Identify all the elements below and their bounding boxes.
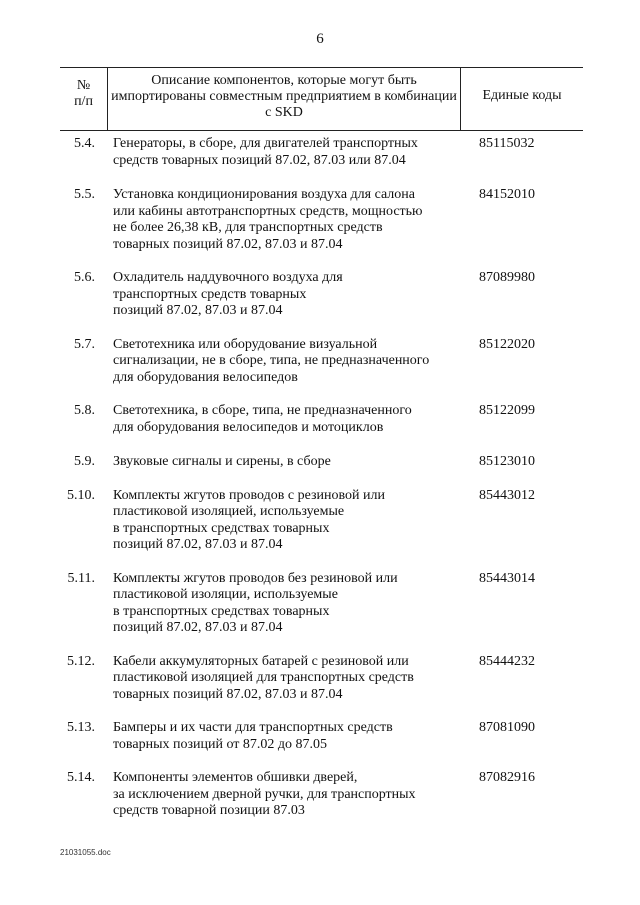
row-description: Установка кондиционирования воздуха для салона или кабины автотранспортных средств, мощностью не более 26,38 кВ, для транспортных средств товарных позиций 87.02, 87.03 и 87.04 (113, 187, 423, 252)
table-row (60, 403, 583, 436)
header-description-label: Описание компонентов, которые могут быть импортированы совместным предприятием в комбинации с SKD (111, 73, 457, 120)
page-number: 6 (316, 31, 324, 47)
row-code: 87082916 (479, 770, 535, 785)
row-code: 85123010 (479, 454, 535, 469)
table-row (60, 454, 583, 471)
row-number: 5.5. (74, 187, 95, 202)
row-code: 87089980 (479, 270, 535, 285)
row-number: 5.12. (67, 653, 95, 669)
row-code: 85443014 (479, 570, 535, 586)
document-filename: 21031055.doc (60, 848, 111, 857)
row-description: Генераторы, в сборе, для двигателей транспортных средств товарных позиций 87.02, 87.03 или 87.04 (113, 136, 418, 168)
row-code: 84152010 (479, 187, 535, 202)
table-row (60, 337, 583, 387)
row-description: Кабели аккумуляторных батарей с резиновой или пластиковой изоляцией для транспортных средств товарных позиций 87.02, 87.03 и 87.04 (113, 653, 414, 702)
row-description: Звуковые сигналы и сирены, в сборе (113, 454, 331, 469)
row-number: 5.4. (74, 136, 95, 151)
row-code: 85122099 (479, 403, 535, 418)
table-row (60, 571, 583, 637)
row-number: 5.9. (74, 454, 95, 469)
row-description: Бамперы и их части для транспортных средств товарных позиций от 87.02 до 87.05 (113, 720, 393, 752)
table-header (60, 67, 583, 131)
table-row (60, 654, 583, 704)
row-description: Комплекты жгутов проводов без резиновой или пластиковой изоляции, используемые в транспортных средствах товарных позиций 87.02, 87.03 и 87.04 (113, 570, 398, 635)
row-number: 5.10. (67, 487, 95, 503)
row-number: 5.7. (74, 336, 95, 352)
row-number: 5.11. (67, 570, 95, 586)
row-number: 5.14. (67, 770, 95, 785)
row-code: 85443012 (479, 487, 535, 503)
row-number: 5.13. (67, 720, 95, 735)
header-number-label: № п/п (74, 78, 93, 109)
row-code: 85122020 (479, 336, 535, 352)
table-row (60, 187, 583, 253)
table-row (60, 770, 583, 820)
row-number: 5.6. (74, 270, 95, 285)
table-row (60, 720, 583, 753)
row-number: 5.8. (74, 403, 95, 418)
row-description: Светотехника, в сборе, типа, не предназначенного для оборудования велосипедов и мотоциклов (113, 403, 412, 435)
row-code: 85115032 (479, 136, 535, 151)
row-description: Компоненты элементов обшивки дверей, за исключением дверной ручки, для транспортных средств товарной позиции 87.03 (113, 770, 416, 818)
table-row (60, 488, 583, 554)
row-code: 87081090 (479, 720, 535, 735)
table-row (60, 270, 583, 320)
row-description: Охладитель наддувочного воздуха для транспортных средств товарных позиций 87.02, 87.03 и 87.04 (113, 270, 343, 318)
row-description: Светотехника или оборудование визуальной сигнализации, не в сборе, типа, не предназначенного для оборудования велосипедов (113, 336, 430, 385)
table-body (60, 136, 583, 820)
row-description: Комплекты жгутов проводов с резиновой или пластиковой изоляцией, используемые в транспортных средствах товарных позиций 87.02, 87.03 и 87.04 (113, 487, 385, 552)
header-code-label: Единые коды (482, 88, 562, 103)
row-code: 85444232 (479, 653, 535, 669)
table-row (60, 136, 583, 169)
